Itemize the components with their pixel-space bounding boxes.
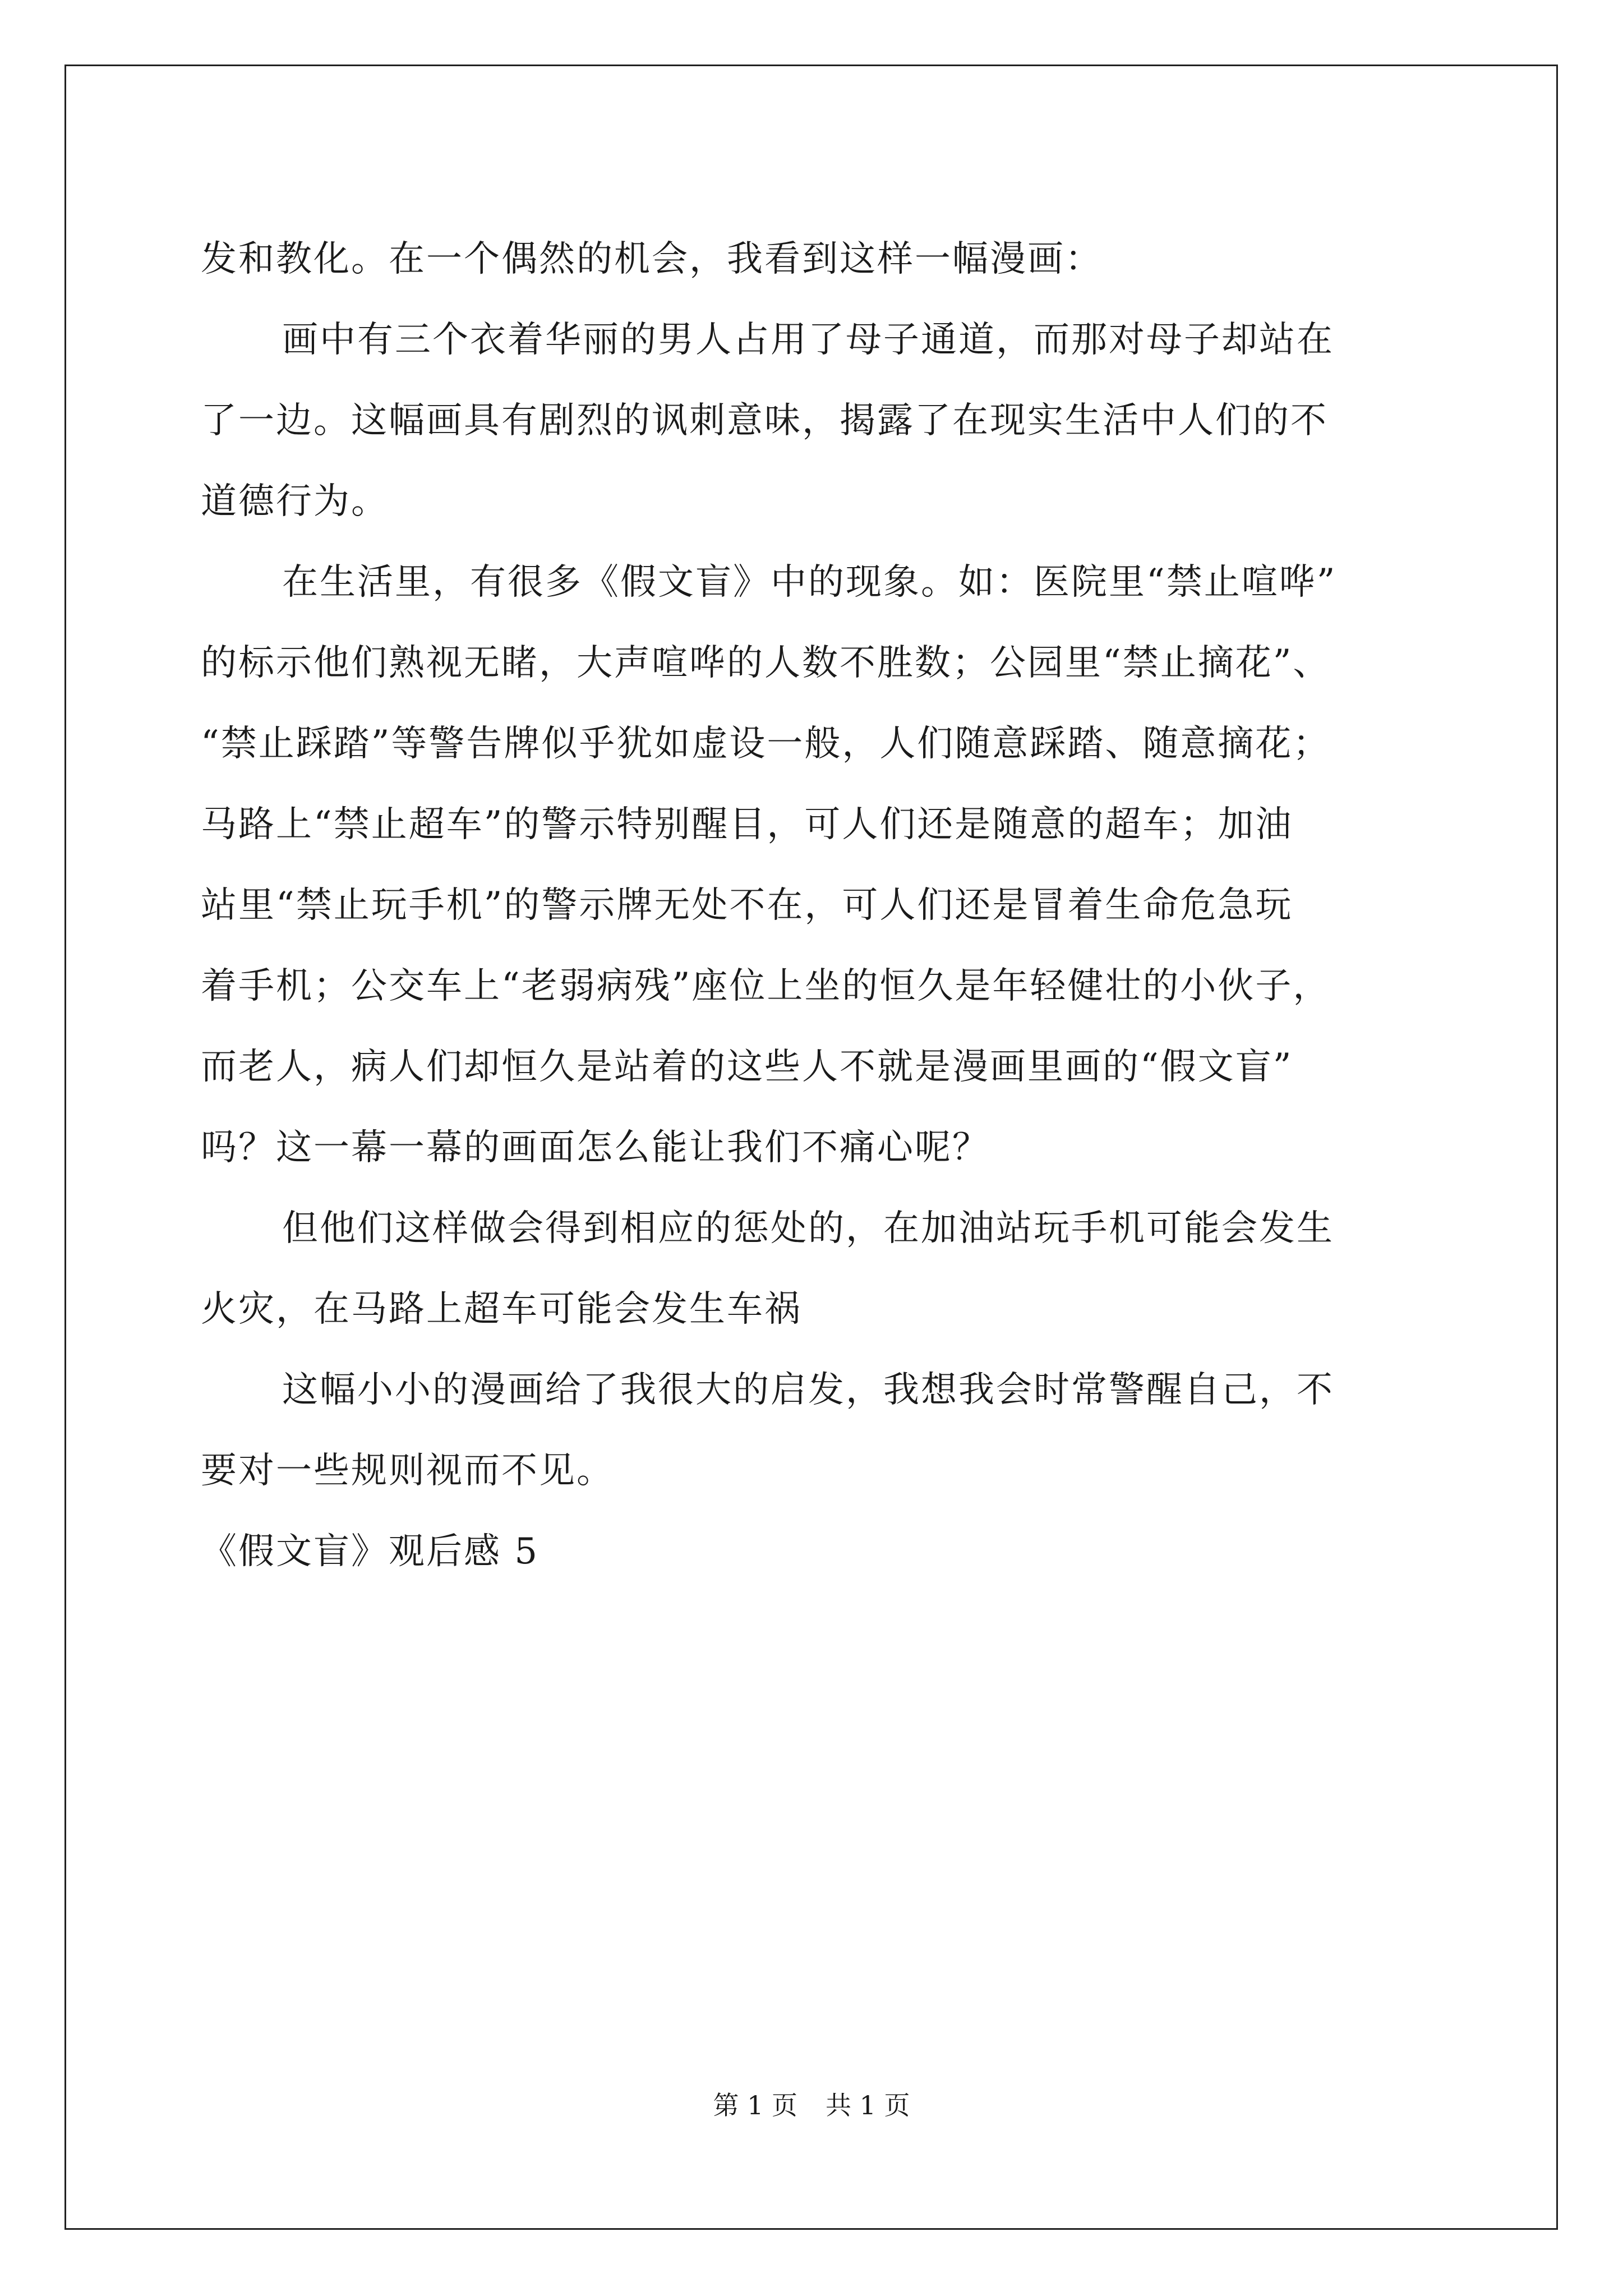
text-line: 着手机；公交车上“老弱病残”座位上坐的恒久是年轻健壮的小伙子， xyxy=(201,965,1331,1007)
paragraph-line: 这幅小小的漫画给了我很大的启发，我想我会时常警醒自己，不 xyxy=(282,1369,1334,1411)
page-total: 共 1 页 xyxy=(826,2090,910,2120)
page-number: 第 1 页 xyxy=(713,2090,797,2120)
text-line: 火灾，在马路上超车可能会发生车祸 xyxy=(201,1289,802,1330)
text-line: 发和教化。在一个偶然的机会，我看到这样一幅漫画： xyxy=(201,238,1103,280)
text-line: 马路上“禁止超车”的警示特别醒目，可人们还是随意的超车；加油 xyxy=(201,804,1293,845)
text-line: 站里“禁止玩手机”的警示牌无处不在，可人们还是冒着生命危急玩 xyxy=(201,885,1293,926)
paragraph-line: 画中有三个衣着华丽的男人占用了母子通道，而那对母子却站在 xyxy=(282,319,1334,361)
page-footer xyxy=(0,2088,1623,2122)
text-line: 了一边。这幅画具有剧烈的讽刺意味，揭露了在现实生活中人们的不 xyxy=(201,400,1328,441)
text-line: 吗？这一幕一幕的画面怎么能让我们不痛心呢？ xyxy=(201,1127,990,1168)
document-body xyxy=(201,219,1435,1592)
text-line: “禁止踩踏”等警告牌似乎犹如虚设一般，人们随意踩踏、随意摘花； xyxy=(201,723,1331,765)
text-line: 而老人，病人们却恒久是站着的这些人不就是漫画里画的“假文盲” xyxy=(201,1046,1293,1088)
text-line: 要对一些规则视而不见。 xyxy=(201,1450,614,1492)
section-heading: 《假文盲》观后感 5 xyxy=(201,1531,540,1572)
text-line: 的标示他们熟视无睹，大声喧哗的人数不胜数；公园里“禁止摘花”、 xyxy=(201,642,1331,684)
paragraph-line: 但他们这样做会得到相应的惩处的，在加油站玩手机可能会发生 xyxy=(282,1208,1334,1249)
paragraph-line: 在生活里，有很多《假文盲》中的现象。如：医院里“禁止喧哗” xyxy=(282,562,1337,603)
text-line: 道德行为。 xyxy=(201,481,389,522)
